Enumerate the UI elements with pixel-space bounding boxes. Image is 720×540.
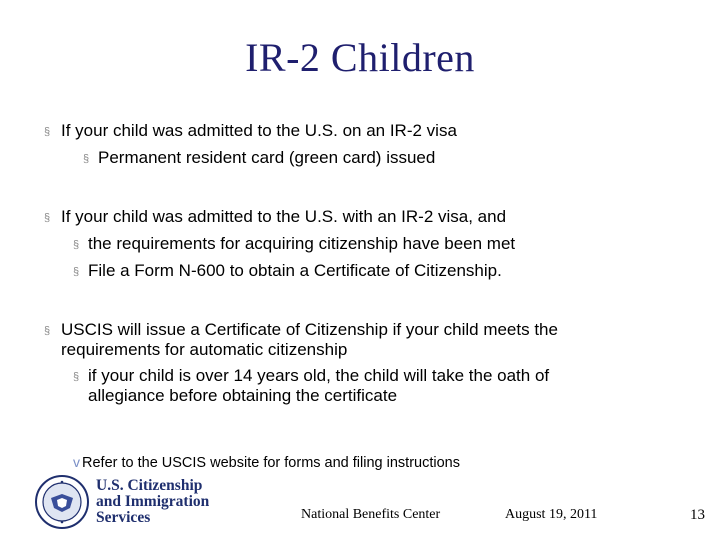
- agency-line: U.S. Citizenship: [96, 477, 203, 494]
- reference-note: [73, 454, 460, 471]
- page-number: 13: [690, 507, 705, 523]
- bullet-marker-icon: §: [73, 266, 80, 278]
- sub-bullet-item: [83, 148, 436, 168]
- agency-logo-text: [96, 478, 209, 526]
- sub-bullet-continuation: allegiance before obtaining the certificate: [88, 386, 398, 405]
- bullet-text: the requirements for acquiring citizenship have been met: [88, 234, 516, 253]
- agency-line: Services: [96, 509, 151, 526]
- bullet-text: USCIS will issue a Certificate of Citizenship if your child meets the: [61, 320, 558, 339]
- bullet-text: if your child is over 14 years old, the child will take the oath of: [88, 366, 550, 385]
- bullet-continuation: requirements for automatic citizenship: [61, 340, 348, 359]
- bullet-text: Permanent resident card (green card) issued: [98, 148, 436, 167]
- bullet-item: [44, 320, 558, 340]
- dhs-seal-icon: [33, 474, 91, 530]
- bullet-text: If your child was admitted to the U.S. on an IR-2 visa: [61, 121, 457, 140]
- bullet-text: If your child was admitted to the U.S. with an IR-2 visa, and: [61, 207, 507, 226]
- bullet-text: File a Form N-600 to obtain a Certificate of Citizenship.: [88, 261, 502, 280]
- footer-center: National Benefits Center: [301, 507, 441, 522]
- bullet-marker-icon: §: [73, 239, 80, 251]
- bullet-marker-icon: §: [44, 325, 51, 337]
- sub-bullet-item: [73, 366, 550, 386]
- sub-bullet-item: [73, 234, 516, 254]
- footer-date: August 19, 2011: [505, 507, 598, 522]
- bullet-marker-icon: §: [83, 153, 90, 165]
- bullet-marker-icon: §: [44, 126, 51, 138]
- slide-title: IR-2 Children: [245, 35, 475, 80]
- sub-bullet-item: [73, 261, 502, 281]
- bullet-marker-icon: §: [73, 371, 80, 383]
- diamond-icon: v: [73, 454, 80, 470]
- agency-line: and Immigration: [96, 493, 210, 510]
- bullet-item: [44, 121, 457, 141]
- reference-text: Refer to the USCIS website for forms and filing instructions: [82, 455, 460, 471]
- bullet-item: [44, 207, 507, 227]
- bullet-marker-icon: §: [44, 212, 51, 224]
